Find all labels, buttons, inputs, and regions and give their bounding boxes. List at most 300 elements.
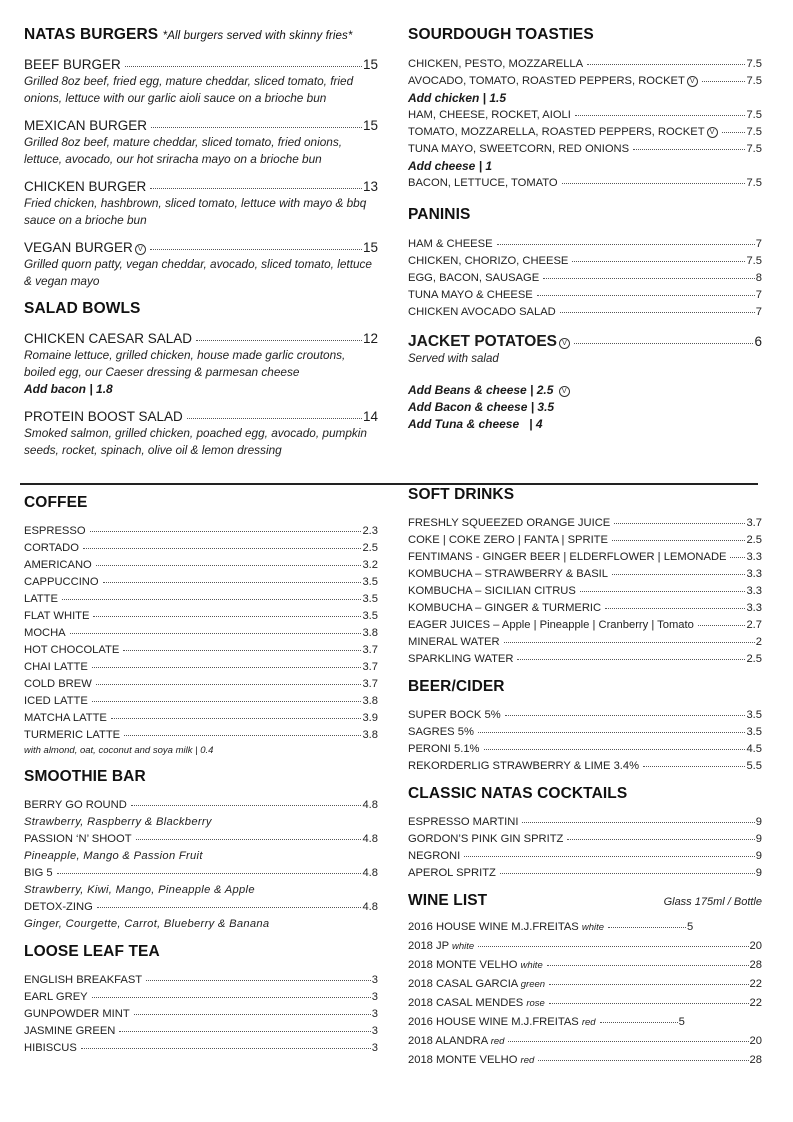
item-name: [24, 408, 183, 425]
item-name-text: AMERICANO: [24, 559, 92, 571]
menu-item-row: [24, 1040, 378, 1057]
dot-leader: [722, 132, 746, 133]
item-name-text: HAM, CHEESE, ROCKET, AIOLI: [408, 109, 571, 121]
panini-list: [408, 236, 762, 321]
item-name-text: SAGRES 5%: [408, 726, 474, 738]
item-name: [408, 73, 698, 90]
item-price: 15: [362, 118, 378, 133]
item-name: [408, 287, 533, 304]
jacket-addon-tuna: Add Tuna & cheese | 4: [408, 417, 543, 431]
dot-leader: [633, 149, 745, 150]
left-bottom-column: [24, 494, 378, 1067]
wine-type: red: [581, 1017, 596, 1028]
dot-leader: [600, 1022, 678, 1023]
menu-item-row: [408, 141, 762, 158]
item-name: [24, 727, 120, 744]
dot-leader: [547, 965, 749, 966]
menu-item-row: [24, 899, 378, 916]
item-name-text: ICED LATTE: [24, 695, 88, 707]
item-name: [24, 56, 121, 73]
item-name: [408, 651, 513, 668]
burgers-title: NATAS BURGERS: [24, 26, 159, 43]
item-price: 3.3: [746, 585, 762, 597]
dot-leader: [504, 642, 755, 643]
menu-item-row: [408, 56, 762, 73]
menu-item-row: [24, 557, 378, 574]
item-name: [408, 600, 601, 617]
item-description: Romaine lettuce, grilled chicken, house made garlic croutons, boiled egg, our Caeser dressing & parmesan cheese: [24, 348, 346, 379]
dot-leader: [517, 659, 745, 660]
dot-leader: [150, 188, 362, 189]
item-name: [408, 515, 610, 532]
menu-item-row: [24, 574, 378, 591]
wine-header: [408, 892, 762, 910]
item-name-text: KOMBUCHA – SICILIAN CITRUS: [408, 585, 576, 597]
menu-item-row: [408, 758, 762, 775]
item-price: 4.8: [362, 833, 378, 845]
item-name-text: FRESHLY SQUEEZED ORANGE JUICE: [408, 517, 611, 529]
menu-item-row: [408, 814, 762, 831]
item-name-text: BEEF BURGER: [24, 57, 121, 72]
item-name-text: 2018 ALANDRA: [408, 1035, 488, 1047]
menu-item-row: [408, 1013, 762, 1032]
item-price: 3.7: [362, 644, 378, 656]
item-name-text: ENGLISH BREAKFAST: [24, 974, 143, 986]
tea-list: [24, 972, 378, 1057]
dot-leader: [549, 1003, 749, 1004]
soft-drinks-section: [408, 486, 762, 668]
item-price: 20: [749, 1035, 762, 1047]
dot-leader: [57, 873, 362, 874]
menu-item-row: [24, 239, 378, 256]
item-price: 3: [371, 974, 378, 986]
dot-leader: [484, 749, 746, 750]
item-price: 7.5: [746, 177, 762, 189]
item-name-text: HIBISCUS: [24, 1042, 77, 1054]
item-name-text: MOCHA: [24, 627, 66, 639]
item-price: 13: [362, 179, 378, 194]
dot-leader: [522, 822, 754, 823]
item-name: [24, 831, 132, 848]
item-price: 9: [755, 833, 762, 845]
menu-item-row: [408, 651, 762, 668]
item-name: [24, 659, 88, 676]
item-price: 4.8: [362, 867, 378, 879]
menu-item-row: [24, 540, 378, 557]
menu-item-row: [408, 956, 762, 975]
item-name: [24, 797, 127, 814]
menu-item-row: [24, 56, 378, 73]
jacket-desc: Served with salad: [408, 353, 499, 365]
dot-leader: [83, 548, 362, 549]
item-name-text: ESPRESSO: [24, 525, 86, 537]
item-name: [408, 975, 545, 994]
smoothies-section: [24, 768, 378, 933]
salads-heading: SALAD BOWLS: [24, 300, 141, 317]
item-name: [24, 330, 192, 347]
item-description: Grilled quorn patty, vegan cheddar, avocado, sliced tomato, lettuce & vegan mayo: [24, 257, 372, 288]
addon-line: Add chicken | 1.5: [408, 91, 507, 105]
dot-leader: [90, 531, 362, 532]
vegetarian-icon: V: [559, 338, 570, 349]
item-name: [24, 591, 58, 608]
salad-list: [24, 330, 378, 459]
item-name-text: MINERAL WATER: [408, 636, 500, 648]
wine-type: red: [520, 1055, 535, 1066]
vegetarian-icon: V: [707, 127, 718, 138]
item-name: [408, 566, 608, 583]
dot-leader: [111, 718, 362, 719]
wine-glass-note: Glass 175ml / Bottle: [663, 896, 762, 908]
item-name: [408, 918, 604, 937]
item-name: [408, 724, 474, 741]
beer-section: [408, 678, 762, 775]
wine-type: white: [581, 922, 605, 933]
menu-item-row: [408, 617, 762, 634]
item-name: [24, 608, 89, 625]
dot-leader: [575, 115, 746, 116]
item-name-text: EAGER JUICES – Apple | Pineapple | Cranberry | Tomato: [408, 619, 694, 631]
menu-item-row: [408, 124, 762, 141]
item-name-text: HAM & CHEESE: [408, 238, 493, 250]
item-price: 14: [362, 409, 378, 424]
dot-leader: [97, 907, 362, 908]
item-name: [408, 253, 568, 270]
right-bottom-column: [408, 486, 762, 1080]
item-price: 22: [749, 997, 762, 1009]
item-name: [24, 625, 66, 642]
menu-item-row: [24, 865, 378, 882]
item-price: 3.8: [362, 695, 378, 707]
item-name: [408, 236, 493, 253]
item-description: Grilled 8oz beef, mature cheddar, sliced tomato, fried onions, lettuce, avocado, our hot sriracha mayo on a brioche bun: [24, 135, 343, 166]
dot-leader: [605, 608, 745, 609]
item-name: [24, 117, 147, 134]
item-price: 7.5: [746, 109, 762, 121]
dot-leader: [124, 735, 361, 736]
item-description: Fried chicken, hashbrown, sliced tomato, lettuce with mayo & bbq sauce on a brioche bun: [24, 196, 367, 227]
item-name: [24, 574, 99, 591]
dot-leader: [537, 295, 755, 296]
milk-note: with almond, oat, coconut and soya milk | 0.4: [24, 745, 214, 756]
wine-type: red: [490, 1036, 505, 1047]
item-price: 4.5: [746, 743, 762, 755]
menu-item-row: [408, 600, 762, 617]
menu-item-row: [408, 107, 762, 124]
item-price: 3: [371, 991, 378, 1003]
item-name: [408, 831, 563, 848]
item-name: [408, 741, 480, 758]
jacket-name: [408, 333, 570, 351]
item-name: [408, 1032, 504, 1051]
menu-item: [24, 330, 378, 398]
beer-heading: BEER/CIDER: [408, 678, 505, 695]
dot-leader: [92, 667, 362, 668]
item-price: 3.7: [362, 661, 378, 673]
item-price: 7.5: [746, 255, 762, 267]
menu-item-row: [408, 994, 762, 1013]
section-divider: [20, 483, 758, 485]
dot-leader: [587, 64, 745, 65]
menu-item-row: [408, 918, 762, 937]
item-name-text: REKORDERLIG STRAWBERRY & LIME 3.4%: [408, 760, 640, 772]
dot-leader: [123, 650, 361, 651]
item-price: 7: [755, 289, 762, 301]
item-price: 15: [362, 57, 378, 72]
item-price: 3.8: [362, 729, 378, 741]
item-price: 3.3: [746, 568, 762, 580]
menu-item-row: [408, 741, 762, 758]
dot-leader: [478, 946, 748, 947]
dot-leader: [543, 278, 755, 279]
item-name-text: CHICKEN BURGER: [24, 179, 147, 194]
menu-item-row: [408, 975, 762, 994]
soft-drinks-heading: SOFT DRINKS: [408, 486, 515, 503]
dot-leader: [562, 183, 746, 184]
item-price: 2.5: [746, 653, 762, 665]
item-price: 9: [755, 867, 762, 879]
item-price: 3.5: [362, 576, 378, 588]
item-name-text: PROTEIN BOOST SALAD: [24, 409, 183, 424]
menu-item: [24, 178, 378, 229]
menu-item-row: [24, 330, 378, 347]
item-name: [24, 710, 107, 727]
item-name: [24, 676, 92, 693]
item-name-text: CORTADO: [24, 542, 79, 554]
item-price: 4.8: [362, 799, 378, 811]
menu-item-row: [408, 831, 762, 848]
item-name-text: SUPER BOCK 5%: [408, 709, 501, 721]
item-price: 3.3: [746, 602, 762, 614]
item-name: [24, 557, 92, 574]
item-name-text: TUNA MAYO & CHEESE: [408, 289, 533, 301]
item-price: 12: [362, 331, 378, 346]
dot-leader: [134, 1014, 371, 1015]
item-price: 28: [749, 1054, 762, 1066]
dot-leader: [96, 684, 362, 685]
item-name-text: GUNPOWDER MINT: [24, 1008, 130, 1020]
menu-item-row: [408, 270, 762, 287]
item-name-text: PASSION ‘N’ SHOOT: [24, 833, 132, 845]
tea-heading: LOOSE LEAF TEA: [24, 943, 160, 960]
item-price: 9: [755, 850, 762, 862]
item-name-text: CHICKEN, PESTO, MOZZARELLA: [408, 58, 584, 70]
dot-leader: [151, 127, 362, 128]
item-name: [408, 1013, 596, 1032]
dot-leader: [538, 1060, 748, 1061]
item-name-text: DETOX-ZING: [24, 901, 93, 913]
soft-drinks-list: [408, 515, 762, 668]
menu-item-row: [24, 693, 378, 710]
item-price: 2.5: [362, 542, 378, 554]
item-name: [408, 583, 576, 600]
item-name-text: 2018 JP: [408, 940, 449, 952]
menu-item-row: [24, 797, 378, 814]
dot-leader: [478, 732, 746, 733]
wine-list: [408, 918, 762, 1070]
salads-section: [24, 300, 378, 459]
item-name-text: GORDON’S PINK GIN SPRITZ: [408, 833, 564, 845]
menu-item-row: [408, 73, 762, 90]
item-name-text: KOMBUCHA – STRAWBERRY & BASIL: [408, 568, 608, 580]
item-name: [24, 693, 88, 710]
menu-item-row: [408, 865, 762, 882]
menu-item-row: [24, 727, 378, 744]
item-price: 28: [749, 959, 762, 971]
menu-item-row: [24, 831, 378, 848]
burgers-section: [24, 26, 378, 290]
menu-item-row: [408, 287, 762, 304]
item-price: 2.5: [746, 534, 762, 546]
item-description: Smoked salmon, grilled chicken, poached egg, avocado, pumpkin seeds, rocket, spinach, olive oil & lemon dressing: [24, 426, 367, 457]
item-name: [408, 141, 629, 158]
dot-leader: [614, 523, 745, 524]
beer-list: [408, 707, 762, 775]
item-name: [24, 1023, 115, 1040]
item-name-text: 2018 CASAL MENDES: [408, 997, 524, 1009]
item-name: [408, 532, 608, 549]
menu-item-row: [408, 1032, 762, 1051]
item-name: [24, 865, 53, 882]
menu-item: [24, 408, 378, 459]
cocktail-list: [408, 814, 762, 882]
item-price: 3.5: [362, 610, 378, 622]
item-name: [408, 634, 500, 651]
dot-leader: [574, 343, 753, 344]
menu-item-row: [24, 989, 378, 1006]
dot-leader: [643, 766, 745, 767]
coffee-list: [24, 523, 378, 744]
item-name-text: APEROL SPRITZ: [408, 867, 496, 879]
item-price: 3.3: [746, 551, 762, 563]
item-description: Pineapple, Mango & Passion Fruit: [24, 850, 203, 862]
item-name: [408, 994, 545, 1013]
item-price: 3: [371, 1025, 378, 1037]
item-name-text: 2018 CASAL GARCIA: [408, 978, 518, 990]
item-price: 7.5: [746, 126, 762, 138]
burger-list: [24, 56, 378, 290]
item-addon: Add bacon | 1.8: [24, 382, 113, 396]
dot-leader: [146, 980, 371, 981]
menu-item-row: [408, 566, 762, 583]
item-name: [24, 989, 88, 1006]
paninis-heading: PANINIS: [408, 206, 471, 223]
smoothie-list: [24, 797, 378, 933]
menu-item-row: [408, 1051, 762, 1070]
item-name: [408, 270, 539, 287]
item-name: [408, 707, 501, 724]
menu-item-row: [408, 236, 762, 253]
smoothies-heading: SMOOTHIE BAR: [24, 768, 146, 785]
item-price: 15: [362, 240, 378, 255]
item-price: 3: [371, 1008, 378, 1020]
dot-leader: [730, 557, 745, 558]
wine-type: rose: [526, 998, 545, 1009]
menu-item-row: [408, 848, 762, 865]
item-price: 3.8: [362, 627, 378, 639]
item-name-text: CHICKEN AVOCADO SALAD: [408, 306, 556, 318]
item-price: 4.8: [362, 901, 378, 913]
item-price: 3.5: [362, 593, 378, 605]
item-name-text: COKE | COKE ZERO | FANTA | SPRITE: [408, 534, 608, 546]
menu-item-row: [24, 642, 378, 659]
item-name-text: JASMINE GREEN: [24, 1025, 116, 1037]
wine-type: white: [451, 941, 475, 952]
item-name-text: 2018 MONTE VELHO: [408, 1054, 518, 1066]
item-name: [24, 972, 142, 989]
item-name-text: 2016 HOUSE WINE M.J.FREITAS: [408, 921, 579, 933]
menu-item-row: [24, 710, 378, 727]
menu-item-row: [408, 304, 762, 321]
item-price: 5: [678, 1016, 685, 1028]
item-price: 3: [371, 1042, 378, 1054]
item-name: [24, 1040, 77, 1057]
item-name: [408, 865, 496, 882]
item-name-text: CHICKEN CAESAR SALAD: [24, 331, 193, 346]
item-price: 20: [749, 940, 762, 952]
dot-leader: [93, 616, 361, 617]
item-name: [24, 239, 146, 256]
item-name: [408, 848, 460, 865]
dot-leader: [96, 565, 362, 566]
dot-leader: [196, 340, 362, 341]
item-name-text: CAPPUCCINO: [24, 576, 99, 588]
item-price: 7.5: [746, 58, 762, 70]
dot-leader: [612, 574, 745, 575]
item-price: 7.5: [746, 75, 762, 87]
item-description: Grilled 8oz beef, fried egg, mature cheddar, sliced tomato, fried onions, lettuce with our garlic aioli sauce on a brioche bun: [24, 74, 354, 105]
item-name-text: AVOCADO, TOMATO, ROASTED PEPPERS, ROCKET: [408, 75, 685, 87]
dot-leader: [92, 997, 371, 998]
menu-item-row: [24, 1023, 378, 1040]
item-name: [24, 540, 79, 557]
burgers-note: *All burgers served with skinny fries*: [162, 30, 353, 42]
item-name-text: TURMERIC LATTE: [24, 729, 121, 741]
item-name: [408, 56, 583, 73]
item-name-text: TOMATO, MOZZARELLA, ROASTED PEPPERS, ROCKET: [408, 126, 705, 138]
paninis-section: [408, 206, 762, 321]
dot-leader: [549, 984, 748, 985]
menu-item-row: [24, 608, 378, 625]
item-name: [24, 899, 93, 916]
wine-type: green: [520, 979, 546, 990]
dot-leader: [497, 244, 755, 245]
menu-item-row: [24, 1006, 378, 1023]
menu-item-row: [408, 634, 762, 651]
item-name: [24, 642, 119, 659]
item-name-text: VEGAN BURGER: [24, 240, 133, 255]
menu-item-row: [24, 178, 378, 195]
menu-item-row: [408, 724, 762, 741]
item-name-text: CHICKEN, CHORIZO, CHEESE: [408, 255, 569, 267]
item-name-text: EARL GREY: [24, 991, 88, 1003]
toasties-heading: SOURDOUGH TOASTIES: [408, 26, 594, 43]
item-price: 2.7: [746, 619, 762, 631]
dot-leader: [508, 1041, 748, 1042]
jacket-section: [408, 333, 762, 433]
menu-item-row: [24, 591, 378, 608]
dot-leader: [125, 66, 362, 67]
item-price: 22: [749, 978, 762, 990]
item-price: 9: [755, 816, 762, 828]
jacket-addon-bacon: Add Bacon & cheese | 3.5: [408, 400, 555, 414]
item-name: [408, 1051, 534, 1070]
item-price: 3.5: [746, 709, 762, 721]
item-price: 3.7: [746, 517, 762, 529]
item-price: 5: [687, 921, 694, 933]
dot-leader: [103, 582, 362, 583]
menu-item-row: [24, 972, 378, 989]
